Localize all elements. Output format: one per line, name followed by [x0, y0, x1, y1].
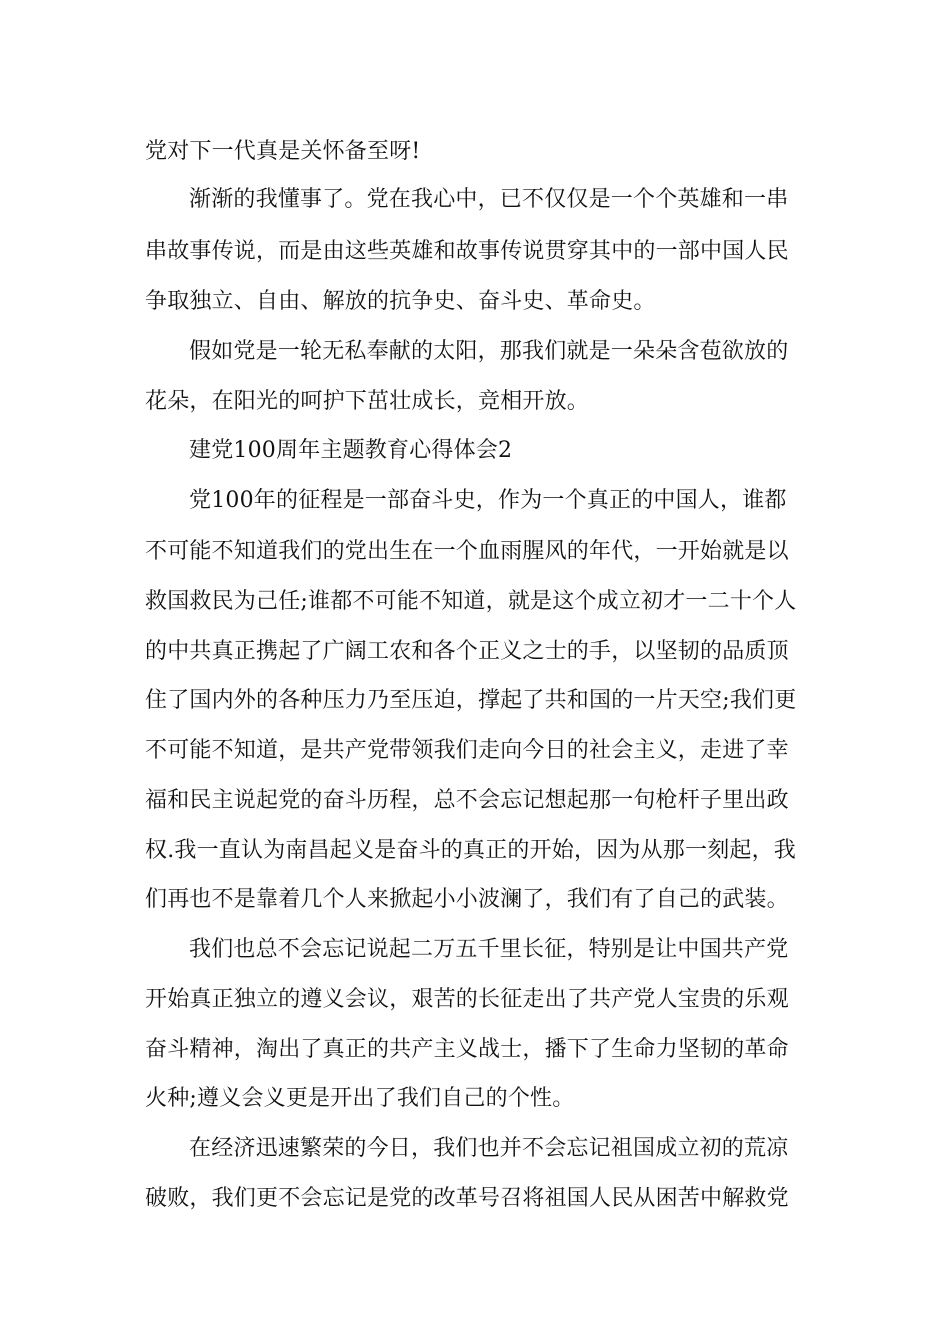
text-line: 奋斗精神，淘出了真正的共产主义战士，播下了生命力坚韧的革命 [145, 1037, 789, 1062]
text-line: 权.我一直认为南昌起义是奋斗的真正的开始，因为从那一刻起，我 [145, 838, 796, 863]
text-line: 不可能不知道，是共产党带领我们走向今日的社会主义，走进了幸 [145, 738, 789, 763]
text-line: 不可能不知道我们的党出生在一个血雨腥风的年代，一开始就是以 [145, 539, 789, 564]
text-line: 我们也总不会忘记说起二万五千里长征，特别是让中国共产党 [189, 937, 789, 962]
text-line: 开始真正独立的遵义会议，艰苦的长征走出了共产党人宝贵的乐观 [145, 987, 789, 1012]
text-line: 在经济迅速繁荣的今日，我们也并不会忘记祖国成立初的荒凉 [189, 1136, 789, 1161]
text-line: 们再也不是靠着几个人来掀起小小波澜了，我们有了自己的武装。 [145, 887, 789, 912]
text-line: 救国救民为己任;谁都不可能不知道，就是这个成立初才一二十个人 [145, 589, 797, 614]
text-line: 福和民主说起党的奋斗历程，总不会忘记想起那一句枪杆子里出政 [145, 788, 789, 813]
text-line: 党100年的征程是一部奋斗史，作为一个真正的中国人，谁都 [189, 488, 787, 513]
text-line: 串故事传说，而是由这些英雄和故事传说贯穿其中的一部中国人民 [145, 239, 789, 264]
text-line: 破败，我们更不会忘记是党的改革号召将祖国人民从困苦中解救党 [145, 1186, 789, 1211]
text-line: 的中共真正携起了广阔工农和各个正义之士的手，以坚韧的品质顶 [145, 639, 789, 664]
text-line: 争取独立、自由、解放的抗争史、奋斗史、革命史。 [145, 289, 656, 314]
text-line: 花朵，在阳光的呵护下茁壮成长，竞相开放。 [145, 389, 590, 414]
text-line: 党对下一代真是关怀备至呀! [145, 139, 421, 164]
text-line: 假如党是一轮无私奉献的太阳，那我们就是一朵朵含苞欲放的 [189, 339, 789, 364]
section-heading: 建党100周年主题教育心得体会2 [189, 438, 513, 463]
text-line: 住了国内外的各种压力乃至压迫，撑起了共和国的一片天空;我们更 [145, 688, 797, 713]
text-line: 火种;遵义会义更是开出了我们自己的个性。 [145, 1086, 575, 1111]
text-line: 渐渐的我懂事了。党在我心中，已不仅仅是一个个英雄和一串 [189, 187, 789, 212]
